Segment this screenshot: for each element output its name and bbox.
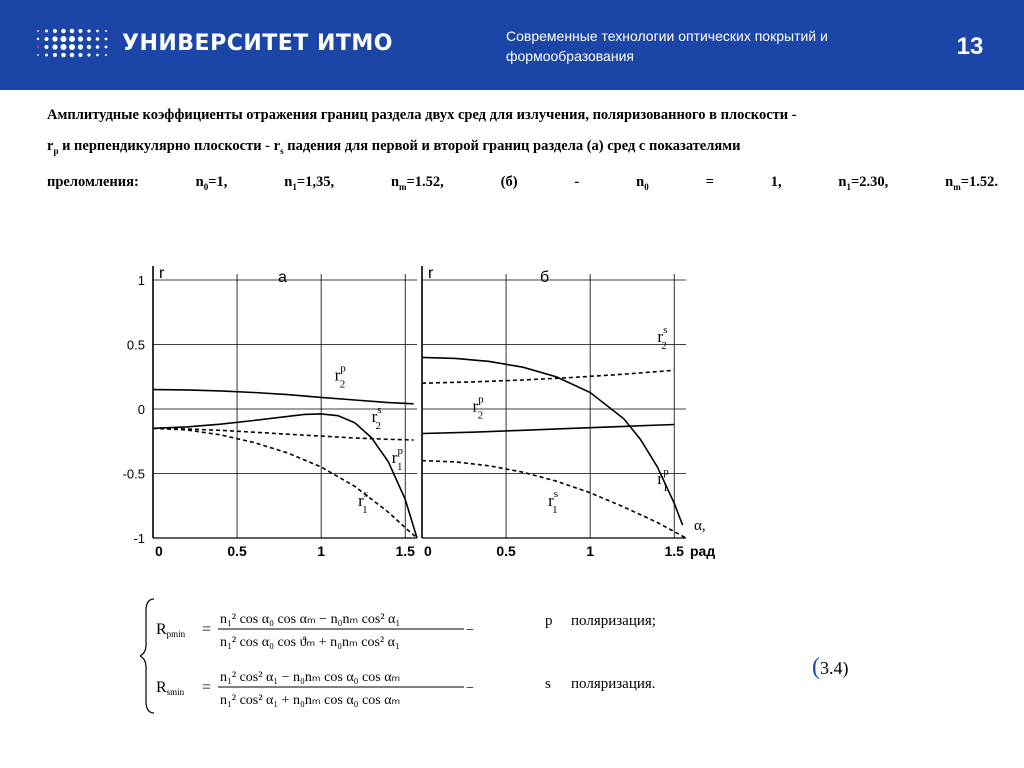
slide-header — [0, 0, 1024, 90]
series-label: $r^s$ 1 — [358, 487, 369, 516]
chart-panel-0 — [123, 265, 417, 559]
caption-cell: $n_1=2.30$, — [838, 173, 889, 192]
caption-cell: - — [574, 173, 580, 190]
logo-dot — [69, 44, 75, 50]
course-title-line2: формообразования — [506, 48, 634, 64]
logo-dot — [87, 29, 90, 32]
logo-dot — [79, 29, 83, 33]
x-axis-label: α, — [694, 518, 706, 534]
caption-cell: (б) — [500, 173, 518, 190]
logo-dot — [53, 29, 57, 33]
y-tick-label: 1 — [137, 273, 145, 288]
series-label: $r^p$ 1 — [391, 445, 403, 474]
logo-dot — [45, 45, 49, 49]
logo-dot — [61, 44, 67, 50]
reflection-coefficient-chart — [110, 258, 730, 560]
formula-equals: = — [202, 679, 212, 696]
course-title — [506, 26, 916, 66]
formula-trailing-dash: − — [466, 623, 474, 638]
caption-line1: Амплитудные коэффициенты отражения границ раздела двух сред для излучения, поляризованного в плоскости - — [47, 107, 797, 123]
x-axis-unit: рад — [690, 543, 716, 559]
logo-dot — [45, 30, 48, 33]
university-name: УНИВЕРСИТЕТ ИТМО — [122, 31, 393, 56]
series-r2p — [153, 390, 414, 404]
y-axis-label: r — [159, 265, 165, 282]
logo-dot — [52, 36, 57, 41]
formula-denominator: n₁² cos² α₁ + n₀nₘ cos α₀ cos αₘ — [220, 693, 401, 708]
y-axis-label: r — [428, 265, 434, 282]
x-tick-label: 0.5 — [227, 543, 247, 559]
formula-lhs: Rpmin — [156, 621, 186, 639]
logo-dot — [96, 30, 99, 33]
logo-dot — [53, 53, 57, 57]
series-r2p — [422, 425, 674, 434]
course-title-line1: Современные технологии оптических покрытий и — [506, 28, 828, 44]
x-tick-label: 1 — [317, 543, 326, 559]
y-tick-label: 0.5 — [126, 337, 145, 353]
series-r2s — [153, 428, 414, 440]
caption-cell: $n_1=1,35$, — [284, 173, 335, 192]
caption-cell: $n_0=1$, — [195, 173, 228, 192]
series-label: $r^p$ 1 — [657, 465, 669, 494]
x-tick-label: 1.5 — [395, 543, 415, 559]
logo-dot — [105, 46, 108, 49]
formula-lhs: Rsmin — [156, 679, 185, 697]
logo-dot — [79, 53, 83, 57]
panel-title: б — [540, 269, 550, 286]
y-tick-label: -1 — [133, 531, 145, 546]
logo-dot — [87, 53, 90, 56]
y-tick-label: -0.5 — [122, 466, 145, 482]
logo-dot — [96, 54, 99, 57]
formula-denominator: n₁² cos α₀ cos ϑₘ + n₀nₘ cos² α₁ — [220, 635, 400, 650]
x-tick-label: 1 — [586, 543, 595, 559]
logo-dot — [61, 36, 67, 42]
formula-trailing-dash: − — [466, 681, 474, 696]
logo-dot — [105, 38, 108, 41]
caption-cell: $n_0$ — [636, 173, 649, 192]
formula-brace — [140, 599, 154, 713]
series-label: $r^s$ 2 — [371, 403, 382, 432]
formula-numerator: n₁² cos α₀ cos αₘ − n₀nₘ cos² α₁ — [220, 612, 401, 627]
logo-dot — [87, 37, 91, 41]
logo-dot — [105, 30, 107, 32]
series-r2s — [422, 370, 674, 383]
formula-numerator: n₁² cos² α₁ − n₀nₘ cos α₀ cos αₘ — [220, 670, 401, 685]
caption-line2: $r_p$ и перпендикулярно плоскости - $r_s$ падения для первой и второй границ раздела (а) сред с показателями — [47, 138, 741, 156]
logo-dot — [78, 44, 83, 49]
logo-dot — [61, 53, 66, 58]
caption-cell: 1, — [770, 173, 782, 190]
itmo-logo-icon — [34, 27, 114, 59]
figure-caption — [47, 100, 998, 203]
series-label: $r^p$ 2 — [334, 362, 346, 391]
logo-dot — [87, 45, 91, 49]
x-tick-label: 0.5 — [496, 543, 516, 559]
y-tick-label: 0 — [137, 402, 145, 417]
page-number: 13 — [956, 33, 984, 60]
caption-line3 — [47, 167, 998, 203]
logo-dot — [105, 54, 107, 56]
logo-dot — [45, 37, 49, 41]
logo-dot — [69, 36, 75, 42]
chart-panel-1 — [422, 265, 715, 559]
logo-dot — [37, 38, 39, 40]
logo-dot — [52, 44, 57, 49]
logo-dot — [61, 29, 66, 34]
series-r1p — [153, 414, 417, 538]
equation-number: (3.4) — [812, 654, 849, 680]
logo-dot — [78, 36, 83, 41]
series-label: $r^s$ 2 — [657, 323, 668, 352]
logo-dot — [45, 54, 48, 57]
x-tick-label: 0 — [424, 543, 432, 559]
logo-dot — [37, 30, 39, 32]
p-polarization-label: p поляризация; — [545, 613, 656, 629]
formula-system — [140, 595, 480, 717]
x-tick-label: 0 — [155, 543, 163, 559]
logo-dot — [70, 53, 75, 58]
x-tick-label: 1.5 — [664, 543, 684, 559]
logo-dot — [37, 46, 39, 48]
logo-dot — [96, 37, 100, 41]
formula-equals: = — [202, 621, 212, 638]
caption-cell: преломления: — [47, 173, 139, 190]
panel-title: а — [278, 269, 287, 286]
series-label: $r^s$ 1 — [548, 487, 559, 516]
logo-dot — [37, 54, 39, 56]
caption-cell: $n_m=1.52$. — [945, 173, 998, 192]
caption-cell: = — [705, 173, 714, 190]
series-label: $r^p$ 2 — [472, 393, 484, 422]
s-polarization-label: s поляризация. — [545, 676, 656, 692]
logo-dot — [70, 29, 75, 34]
caption-cell: $n_m=1.52$, — [390, 173, 444, 192]
logo-dot — [96, 45, 100, 49]
